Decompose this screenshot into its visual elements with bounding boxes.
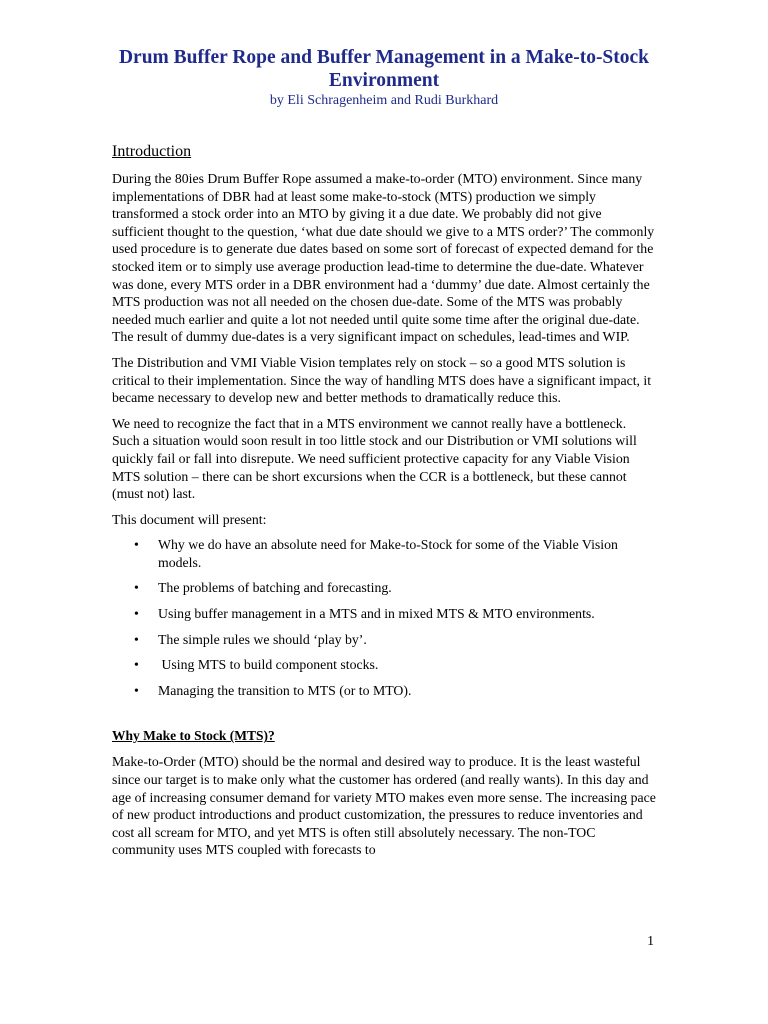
paragraph-intro-1: During the 80ies Drum Buffer Rope assumed a make-to-order (MTO) environment. Since many implementations of DBR had at least some make-to-stock (MTS) production we simply transformed a stock order into an MTO by giving it a due date. We probably did not give sufficient thought to the question, ‘what due date should we give to a MTS order?’ The commonly used procedure is to generate due dates based on some sort of forecast of expected demand for the stocked item or to simply use average production lead-time to determine the due-date. Whatever was done, every MTS order in a DBR environment had a ‘dummy’ due date. Almost certainly the MTS production was not all needed on the chosen due-date. Some of the MTS was probably needed much earlier and quite a lot not needed until quite some time after the original due-date. The result of dummy due-dates is a very significant impact on schedules, lead-times and WIP. xyxy=(112,171,655,345)
document-title xyxy=(112,46,656,92)
document-byline: by Eli Schragenheim and Rudi Burkhard xyxy=(269,93,499,108)
list-item-text: Why we do have an absolute need for Make-to-Stock for some of the Viable Vision models. xyxy=(158,537,618,570)
bullet-icon: • xyxy=(134,537,139,553)
bullet-icon: • xyxy=(134,657,139,673)
paragraph-intro-2: The Distribution and VMI Viable Vision templates rely on stock – so a good MTS solution is critical to their implementation. Since the way of handling MTS does have a significant impact, it became necessary to develop new and better methods to dramatically reduce this. xyxy=(112,354,652,406)
list-item-text: Managing the transition to MTS (or to MTO). xyxy=(158,682,412,698)
list-item xyxy=(134,536,656,571)
bullet-icon: • xyxy=(134,631,139,647)
bullet-icon: • xyxy=(134,580,139,596)
paragraph-intro-3: We need to recognize the fact that in a MTS environment we cannot really have a bottleneck. Such a situation would soon result in too little stock and our Distribution or VMI solutions will quickly fail or fall into disrepute. We need sufficient protective capacity for any Viable Vision MTS solution – there can be short excursions when the CCR is a bottleneck, but these cannot (must not) last. xyxy=(112,415,637,502)
paragraph-why-mts: Make-to-Order (MTO) should be the normal and desired way to produce. It is the least wasteful since our target is to make only what the customer has ordered (and really wants). In this day and age of increasing consumer demand for variety MTO makes even more sense. The increasing pace of new product introductions and product customization, the pressures to reduce inventories and cost all scream for MTO, and yet MTS is often still absolutely necessary. The non-TOC community uses MTS coupled with forecasts to xyxy=(112,754,656,858)
page-number: 1 xyxy=(647,933,654,948)
section-heading-introduction: Introduction xyxy=(112,143,192,160)
bullet-icon: • xyxy=(134,606,139,622)
list-item-text: Using MTS to build component stocks. xyxy=(158,657,379,673)
list-item xyxy=(134,656,656,674)
bullet-icon: • xyxy=(134,682,139,698)
paragraph-intro-4: This document will present: xyxy=(112,511,267,527)
list-item xyxy=(134,682,656,700)
title-line-2: Environment xyxy=(328,70,440,91)
list-item-text: Using buffer management in a MTS and in mixed MTS & MTO environments. xyxy=(158,606,595,622)
list-item-text: The simple rules we should ‘play by’. xyxy=(158,631,367,647)
title-line-1: Drum Buffer Rope and Buffer Management in a Make-to-Stock xyxy=(118,47,650,68)
list-item xyxy=(134,631,656,649)
section-heading-why-mts: Why Make to Stock (MTS)? xyxy=(112,728,275,744)
list-item-text: The problems of batching and forecasting. xyxy=(158,580,392,596)
list-item xyxy=(134,605,656,623)
list-item xyxy=(134,579,656,597)
bullet-list xyxy=(112,536,656,699)
